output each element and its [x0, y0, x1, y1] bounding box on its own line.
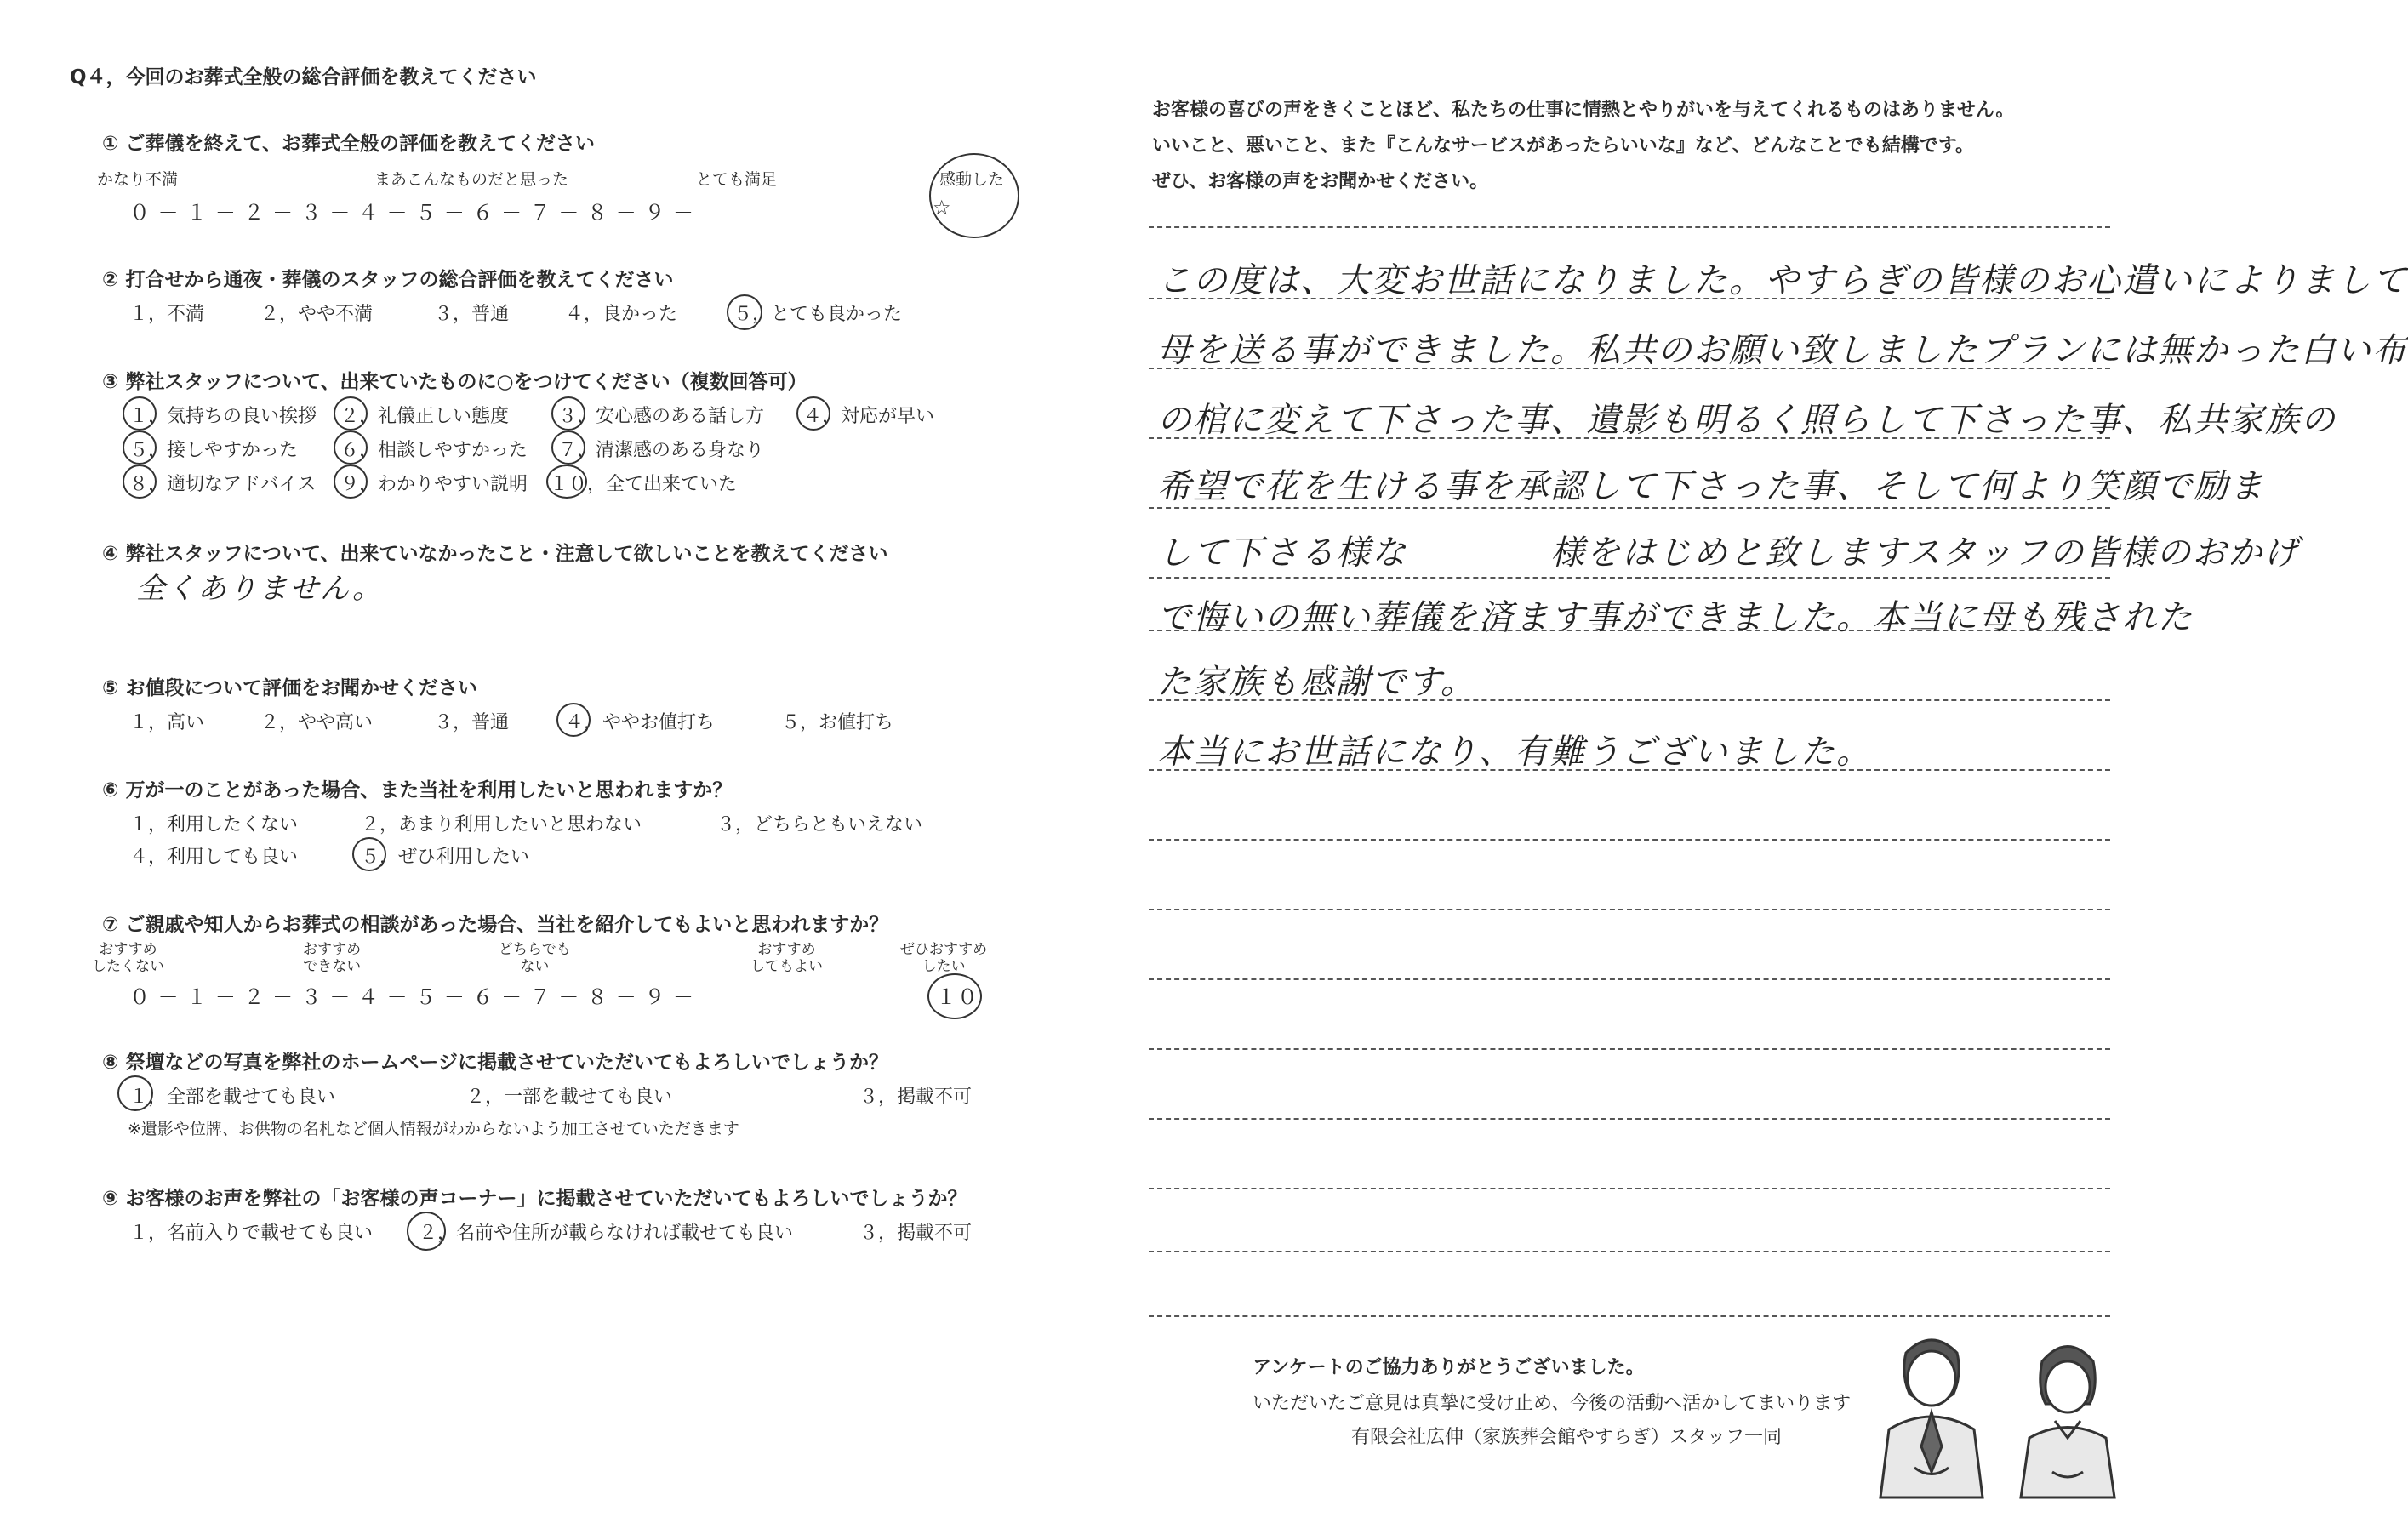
q7-label-2: どちらでも ない [499, 941, 571, 975]
q9-title: ⑨ お客様のお声を弊社の「お客様の声コーナー」に掲載させていただいてもよろしいでしょうか？ [102, 1188, 967, 1210]
q5-option-1[interactable]: １，高い [129, 712, 205, 733]
q2-option-4[interactable]: ４，良かった [565, 304, 678, 325]
q9-option-3[interactable]: ３，掲載不可 [859, 1223, 973, 1244]
q2-selection-circle [727, 294, 762, 330]
q2-option-5[interactable]: ５，とても良かった [733, 304, 903, 325]
voice-line-8[interactable]: 本当にお世話になり、有難うございました。 [1157, 733, 1872, 772]
voice-line-1[interactable]: この度は、大変お世話になりました。やすらぎの皆様のお心遣いによりまして [1157, 261, 2408, 300]
voice-line-7[interactable]: た家族も感謝です。 [1157, 663, 1476, 702]
q3-option-7[interactable]: ７，清潔感のある身なり [558, 440, 765, 461]
questionnaire-heading: Q４，今回のお葬式全般の総合評価を教えてください [70, 66, 537, 88]
q1-label-0: かなり不満 [97, 170, 179, 189]
voice-intro-3: ぜひ、お客様の声をお聞かせください。 [1152, 171, 1489, 192]
voice-line-4[interactable]: 希望で花を生ける事を承認して下さった事、そして何より笑顔で励ま [1157, 467, 2265, 506]
q4-title: ④ 弊社スタッフについて、出来ていなかったこと・注意して欲しいことを教えてください [102, 543, 888, 565]
q6-option-5[interactable]: ５，ぜひ利用したい [361, 847, 530, 868]
voice-line-3[interactable]: の棺に変えて下さった事、遺影も明るく照らして下さった事、私共家族の [1157, 401, 2337, 440]
q5-option-2[interactable]: ２，やや高い [260, 712, 374, 733]
q1-scale: ０ － １ － ２ － ３ － ４ － ５ － ６ － ７ － ８ － ９ － [129, 201, 694, 225]
q8-title: ⑧ 祭壇などの写真を弊社のホームページに掲載させていただいてもよろしいでしょうか？ [102, 1052, 889, 1074]
q8-option-3[interactable]: ３，掲載不可 [859, 1087, 973, 1108]
ruled-line [1149, 1251, 2110, 1252]
ruled-line [1149, 577, 2110, 579]
q1-title: ① ご葬儀を終えて、お葬式全般の評価を教えてください [102, 133, 596, 155]
q8-selection-circle [117, 1075, 153, 1111]
ruled-line [1149, 226, 2110, 228]
voice-intro-2: いいこと、悪いこと、また『こんなサービスがあったらいいな』など、どんなことでも結構です。 [1152, 135, 1975, 157]
q3-option-3[interactable]: ３，安心感のある話し方 [558, 406, 765, 427]
q3-circle-3 [551, 396, 585, 431]
q3-option-8[interactable]: ８，適切なアドバイス [129, 474, 317, 495]
q7-label-3: おすすめ してもよい [750, 941, 823, 975]
q6-option-2[interactable]: ２，あまり利用したいと思わない [361, 814, 642, 836]
q4-answer[interactable]: 全くありません。 [136, 572, 384, 606]
q3-option-4[interactable]: ４，対応が早い [803, 406, 935, 427]
q1-label-1: まあこんなものだと思った [374, 170, 569, 189]
q6-option-1[interactable]: １，利用したくない [129, 814, 299, 836]
voice-line-2[interactable]: 母を送る事ができました。私共のお願い致しましたプランには無かった白い布 [1157, 331, 2408, 370]
q1-label-2: とても満足 [696, 170, 778, 189]
ruled-line [1149, 839, 2110, 841]
voice-intro-1: お客様の喜びの声をきくことほど、私たちの仕事に情熱とやりがいを与えてくれるものはありません。 [1152, 100, 2015, 121]
q9-option-1[interactable]: １，名前入りで載せても良い [129, 1223, 374, 1244]
q2-option-3[interactable]: ３，普通 [434, 304, 510, 325]
q3-option-1[interactable]: １，気持ちの良い挨拶 [129, 406, 317, 427]
q3-circle-5 [123, 431, 157, 465]
q7-selection-circle [927, 973, 982, 1019]
q3-circle-7 [551, 431, 585, 465]
q7-label-1: おすすめ できない [303, 941, 362, 975]
q6-title: ⑥ 万が一のことがあった場合、また当社を利用したいと思われますか？ [102, 779, 733, 801]
ruled-line [1149, 978, 2110, 980]
q2-option-2[interactable]: ２，やや不満 [260, 304, 374, 325]
q5-option-5[interactable]: ５，お値打ち [781, 712, 894, 733]
ruled-line [1149, 1315, 2110, 1317]
ruled-line [1149, 909, 2110, 910]
q7-ten[interactable]: １０ [936, 985, 979, 1009]
q6-option-3[interactable]: ３，どちらともいえない [716, 814, 923, 836]
q2-title: ② 打合せから通夜・葬儀のスタッフの総合評価を教えてください [102, 269, 674, 291]
q5-selection-circle [556, 703, 591, 737]
q9-option-2[interactable]: ２，名前や住所が載らなければ載せても良い [419, 1223, 794, 1244]
q8-option-2[interactable]: ２，一部を載せても良い [466, 1087, 673, 1108]
q3-circle-9 [334, 465, 368, 499]
q5-option-3[interactable]: ３，普通 [434, 712, 510, 733]
voice-line-5[interactable]: して下さる様な 様をはじめと致しますスタッフの皆様のおかげ [1157, 533, 2300, 573]
q9-selection-circle [407, 1212, 446, 1251]
q3-circle-10 [546, 465, 587, 499]
q6-selection-circle [352, 837, 386, 871]
q2-option-1[interactable]: １，不満 [129, 304, 205, 325]
q7-label-0: おすすめ したくない [92, 941, 164, 975]
footer-line2: いただいたご意見は真摯に受け止め、今後の活動へ活かしてまいります [1253, 1393, 1852, 1414]
q3-option-9[interactable]: ９，わかりやすい説明 [340, 474, 528, 495]
q5-title: ⑤ お値段について評価をお聞かせください [102, 677, 478, 699]
q7-title: ⑦ ご親戚や知人からお葬式の相談があった場合、当社を紹介してもよいと思われますか？ [102, 914, 889, 936]
q3-circle-1 [123, 396, 157, 431]
q3-option-5[interactable]: ５，接しやすかった [129, 440, 299, 461]
q1-star-icon[interactable]: ☆ [933, 196, 952, 220]
q3-circle-4 [796, 396, 830, 431]
q3-circle-2 [334, 396, 368, 431]
voice-line-6[interactable]: で悔いの無い葬儀を済ます事ができました。本当に母も残された [1157, 598, 2194, 637]
q1-label-3: 感動した [939, 170, 1005, 189]
q3-option-10[interactable]: １０，全て出来ていた [550, 474, 738, 495]
q7-scale: ０ － １ － ２ － ３ － ４ － ５ － ６ － ７ － ８ － ９ － [129, 985, 694, 1009]
footer-thanks: アンケートのご協力ありがとうございました。 [1253, 1357, 1645, 1378]
q3-circle-8 [123, 465, 157, 499]
q3-title: ③ 弊社スタッフについて、出来ていたものに○をつけてください（複数回答可） [102, 371, 807, 393]
q6-option-4[interactable]: ４，利用しても良い [129, 847, 299, 868]
q8-option-1[interactable]: １，全部を載せても良い [129, 1087, 336, 1108]
ruled-line [1149, 1048, 2110, 1050]
staff-illustration [1855, 1319, 2144, 1506]
q8-note: ※遺影や位牌、お供物の名札など個人情報がわからないよう加工させていただきます [128, 1120, 739, 1138]
q3-option-2[interactable]: ２，礼儀正しい態度 [340, 406, 510, 427]
q3-circle-6 [334, 431, 368, 465]
ruled-line [1149, 1188, 2110, 1189]
q7-label-4: ぜひおすすめ したい [900, 941, 988, 975]
footer-company: 有限会社広伸（家族葬会館やすらぎ）スタッフ一同 [1351, 1427, 1783, 1448]
q5-option-4[interactable]: ４，ややお値打ち [565, 712, 716, 733]
ruled-line [1149, 1118, 2110, 1120]
q3-option-6[interactable]: ６，相談しやすかった [340, 440, 528, 461]
